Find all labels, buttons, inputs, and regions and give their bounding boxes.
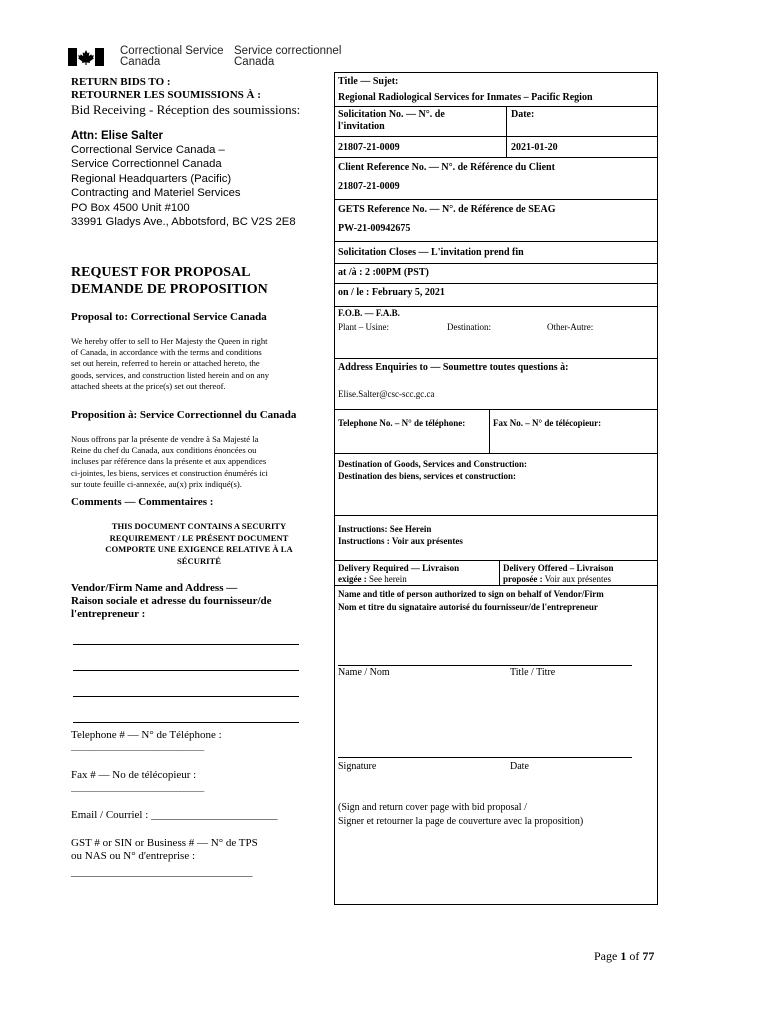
proposal-heading-fr: Proposition à: Service Correctionnel du Canada [71,409,297,421]
name-title-field[interactable] [338,665,632,666]
proposal-body-en [71,336,269,392]
request-title-fr: DEMANDE DE PROPOSITION [71,282,268,297]
signature-date-field[interactable] [338,757,632,758]
agency-en-line1: Correctional Service [120,45,224,57]
canada-flag-icon [68,48,104,66]
proposal-line: Reine du chef du Canada, aux conditions énoncées ou [71,445,257,456]
signatory-label [338,588,604,614]
enquiries-email[interactable]: Elise.Salter@csc-scc.gc.ca [338,389,435,399]
instructions-line: Instructions: See Herein [338,524,432,534]
delivery-required [338,563,459,585]
enquiries-label: Address Enquiries to — Soumettre toutes questions à: [338,362,569,373]
vendor-heading-line: Raison sociale et adresse du fournisseur/de [71,595,272,608]
title-sig-label: Title / Titre [510,667,556,678]
delivery-required-label: exigée : [338,574,367,584]
gets-reference-value: PW-21-00942675 [338,223,411,234]
gst-line: ou NAS ou N° d'entreprise : [71,850,196,862]
title-value: Regional Radiological Services for Inmates – Pacific Region [338,92,593,103]
instructions [338,524,463,547]
date-label: Date: [511,109,535,120]
sign-return-line: Signer et retourner la page de couverture avec la proposition) [338,815,584,827]
fob-plant: Plant – Usine: [338,322,389,332]
delivery-required-value: See herein [366,574,407,584]
request-title-en: REQUEST FOR PROPOSAL [71,265,251,280]
proposal-line: incluses par référence dans la présente et aux appendices [71,456,267,467]
page-current: 1 [620,949,627,963]
closing-date: on / le : February 5, 2021 [338,287,445,298]
proposal-body-fr [71,434,268,490]
vendor-gst-label [71,837,258,863]
destination-label [338,459,527,482]
security-line: SÉCURITÉ [177,555,221,566]
signature-label: Signature [338,761,377,772]
vendor-address-field-1[interactable] [73,670,299,671]
solicitation-closes-label: Solicitation Closes — L'invitation prend fin [338,247,524,258]
instructions-line: Instructions : Voir aux présentes [338,535,463,546]
vendor-address-field-2[interactable] [73,696,299,697]
vendor-address-field-3[interactable] [73,722,299,723]
delivery-offered-value: Voir aux présentes [542,574,611,584]
security-requirement [71,521,327,567]
solicitation-date: 2021-01-20 [511,142,558,153]
agency-fr-line2: Canada [234,56,275,68]
proposal-line: of Canada, in accordance with the terms and conditions [71,347,262,358]
bid-receiving: Bid Receiving - Réception des soumissions: [71,102,301,117]
delivery-offered-label: proposée : [503,574,543,584]
vendor-gst-field[interactable]: _________________________________ [71,866,253,878]
proposal-line: sur toute feuille ci-annexée, au(x) prix indiqué(s). [71,478,242,489]
solicitation-label-line2: l'invitation [338,121,385,133]
page-mid: of [626,949,643,963]
destination-line: Destination des biens, services et construction: [338,470,516,481]
solicitation-label [338,109,445,134]
closing-time: at /à : 2 :00PM (PST) [338,267,429,278]
vendor-telephone-field[interactable]: _______________________________________ [71,743,204,752]
client-reference-label: Client Reference No. — N°. de Référence du Client [338,162,555,173]
vendor-heading-line: l'entrepreneur : [71,608,146,621]
gst-line: GST # or SIN or Business # — N° de TPS [71,837,258,849]
solicitation-label-line1: Solicitation No. — N°. de [338,109,445,120]
proposal-line: attached sheets at the price(s) set out thereof. [71,380,226,391]
agency-fr-line1: Service correctionnel [234,45,342,57]
date-sig-label: Date [510,761,529,772]
fob-destination: Destination: [447,322,491,332]
return-bids-title-fr: RETOURNER LES SOUMISSIONS À : [71,89,261,101]
proposal-line: Nous offrons par la présente de vendre à Sa Majesté la [71,434,259,444]
agency-en-line2: Canada [120,56,161,68]
proposal-heading-en: Proposal to: Correctional Service Canada [71,311,267,323]
vendor-fax-field[interactable]: _______________________________________ [71,784,204,793]
security-line: THIS DOCUMENT CONTAINS A SECURITY [111,521,287,531]
address-line: 33991 Gladys Ave., Abbotsford, BC V2S 2E8 [71,216,296,229]
fob-label: F.O.B. — F.A.B. [338,308,400,318]
gets-reference-label: GETS Reference No. — N°. de Référence de SEAG [338,204,556,215]
page-total: 77 [642,949,655,963]
delivery-required-line1: Delivery Required — Livraison [338,563,460,573]
proposal-line: ci-jointes, les biens, services et construction énumérés ici [71,467,268,478]
security-line: REQUIREMENT / LE PRÉSENT DOCUMENT [109,532,289,543]
vendor-email-field[interactable]: Email / Courriel : _______________________ [71,809,278,821]
delivery-offered [503,563,614,585]
request-title [71,264,268,298]
address-line: Contracting and Materiel Services [71,187,241,200]
return-bids-title-en: RETURN BIDS TO : [71,76,171,88]
security-line: COMPORTE UNE EXIGENCE RELATIVE À LA [105,544,293,554]
sign-return-note [338,801,583,828]
address-line: Service Correctionnel Canada [71,158,222,171]
signatory-line: Nom et titre du signataire autorisé du fournisseur/de l'entrepreneur [338,602,598,612]
agency-name-english [120,46,224,68]
name-label: Name / Nom [338,667,390,678]
telephone-label: Telephone No. – N° de téléphone: [338,418,466,428]
vendor-name-field[interactable] [73,644,299,645]
vendor-heading [71,582,272,622]
signatory-line: Name and title of person authorized to sign on behalf of Vendor/Firm [338,589,604,599]
return-address [71,143,296,229]
address-line: PO Box 4500 Unit #100 [71,201,190,214]
page-prefix: Page [594,949,621,963]
vendor-telephone-label: Telephone # — N° de Téléphone : [71,729,222,741]
solicitation-form [334,72,658,905]
comments-heading: Comments — Commentaires : [71,496,214,508]
proposal-line: We hereby offer to sell to Her Majesty the Queen in right [71,336,268,346]
proposal-line: set out herein, referred to herein or attached hereto, the [71,358,260,369]
attention-line: Attn: Elise Salter [71,130,164,142]
proposal-line: goods, services, and construction listed herein and on any [71,369,270,380]
agency-name-french [234,46,341,68]
solicitation-number: 21807-21-0009 [338,142,400,153]
address-line: Correctional Service Canada – [71,144,225,156]
title-label: Title — Sujet: [338,76,399,87]
client-reference-value: 21807-21-0009 [338,181,400,192]
vendor-fax-label: Fax # — No de télécopieur : [71,769,197,781]
fax-label: Fax No. – N° de télécopieur: [493,418,602,428]
vendor-heading-line: Vendor/Firm Name and Address — [71,582,238,594]
address-line: Regional Headquarters (Pacific) [71,172,232,185]
delivery-offered-line1: Delivery Offered – Livraison [503,563,614,573]
page-number [594,949,654,963]
fob-other: Other-Autre: [547,322,594,332]
destination-line: Destination of Goods, Services and Construction: [338,459,528,469]
sign-return-line: (Sign and return cover page with bid proposal / [338,802,527,813]
agency-signature [68,46,358,70]
